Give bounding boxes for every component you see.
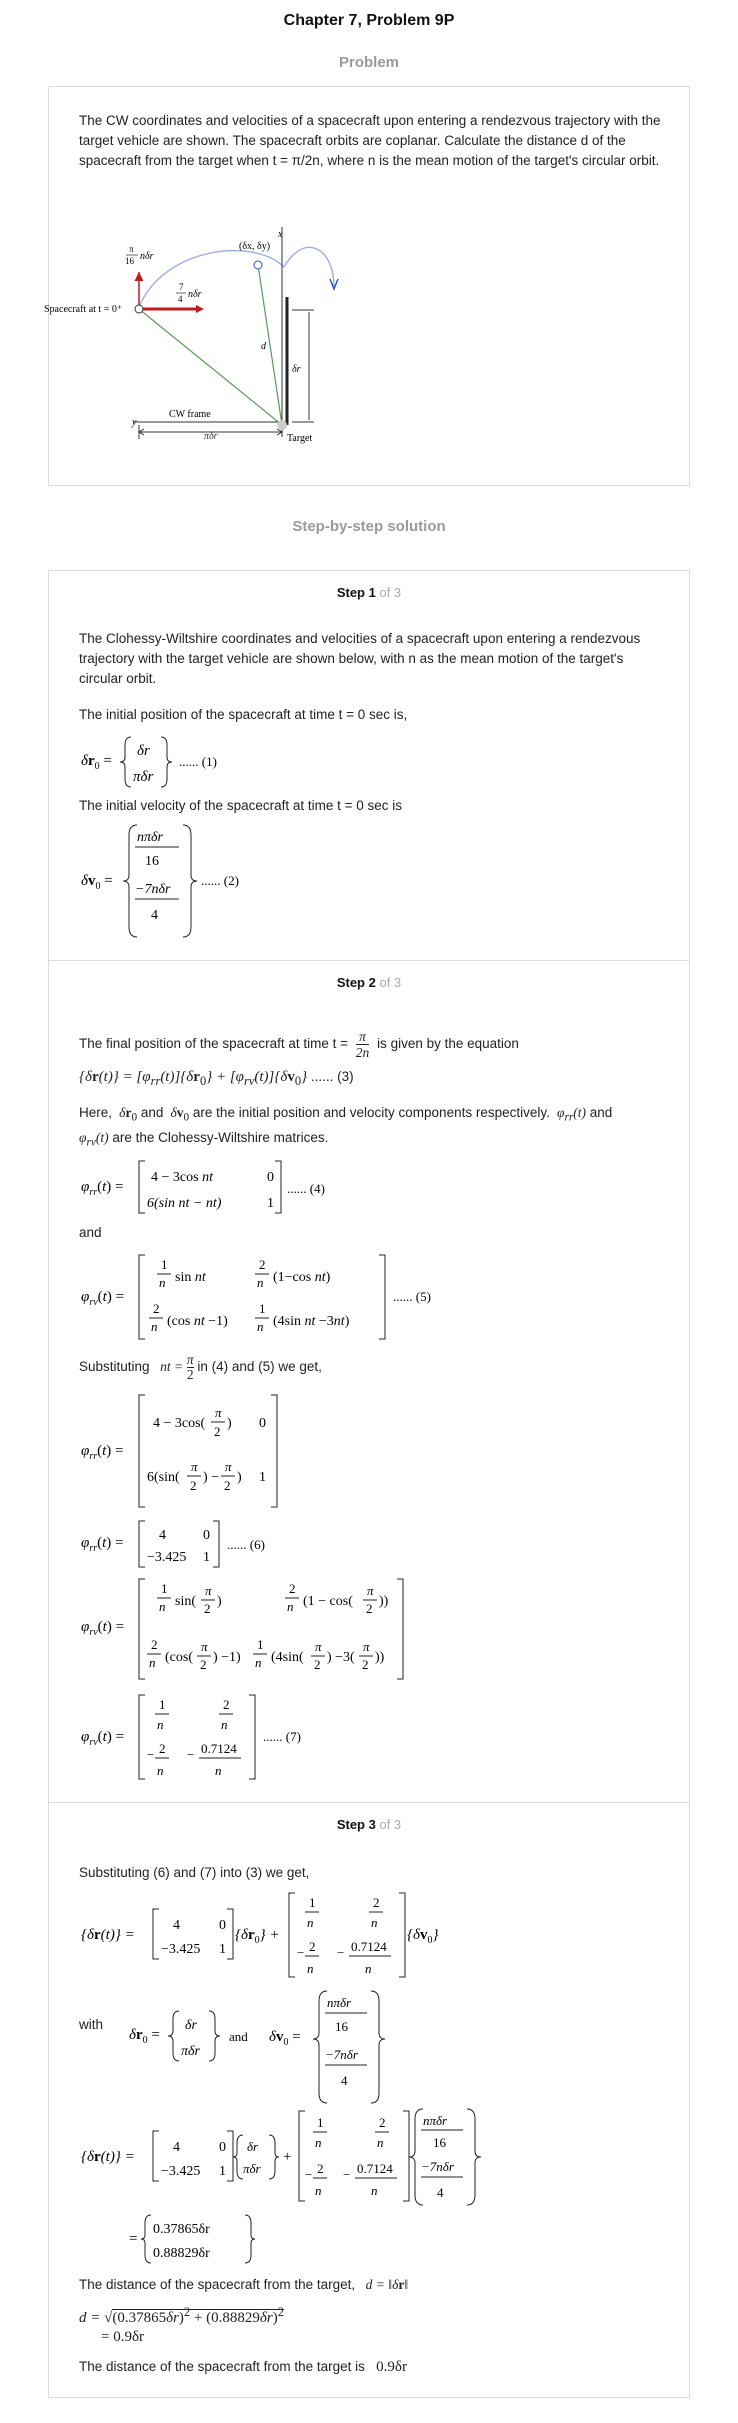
- eq6-tag: ...... (6): [227, 1537, 265, 1552]
- eq9: [79, 2107, 519, 2207]
- svg-text:2: 2: [362, 1657, 369, 1672]
- svg-text:πδr: πδr: [243, 2161, 261, 2176]
- problem-heading: Problem: [338, 54, 399, 71]
- svg-text:φrv(t) =: $\varphi_{rv}(t)$ =: [81, 1619, 125, 1638]
- svg-text:1: 1: [267, 1196, 274, 1211]
- spacecraft-label: Spacecraft at t = 0⁺: [44, 304, 123, 315]
- step-3-subs-text: Substituting (6) and (7) into (3) we get,: [79, 1865, 310, 1880]
- svg-text:n: n: [149, 1655, 156, 1670]
- svg-text:2: 2: [317, 2161, 324, 2176]
- svg-text:1: 1: [259, 1470, 266, 1485]
- eq1: [79, 731, 329, 791]
- step-2-final-text: The final position of the spacecraft at time t = $\frac{\pi}{2n}$ is given by the equation: [79, 1029, 519, 1060]
- v1-num: π: [129, 244, 134, 254]
- svg-text:nπδr: nπδr: [137, 830, 163, 845]
- svg-text:0.7124: 0.7124: [351, 1939, 387, 1954]
- step-2-substituting: Substituting nt = $\frac{\pi}{2}$ in (4) and (5) we get,: [79, 1352, 322, 1382]
- svg-text:−7nδr: −7nδr: [135, 882, 171, 897]
- svg-text:4: 4: [173, 1918, 180, 1933]
- svg-text:φrv(t) =: $\varphi_{rv}(t)$ =: [81, 1729, 125, 1748]
- svg-text:16: 16: [335, 2019, 348, 2034]
- dr-label: δr: [292, 364, 301, 375]
- svg-text:π: π: [225, 1459, 232, 1474]
- eq4: [79, 1157, 399, 1217]
- svg-text:0: 0: [267, 1170, 274, 1185]
- svg-text:π: π: [367, 1583, 374, 1598]
- svg-text:2: 2: [214, 1424, 221, 1439]
- problem-card: [44, 86, 690, 486]
- svg-text:n: n: [371, 2183, 378, 2198]
- svg-text:2: 2: [159, 1741, 166, 1756]
- eq7: [79, 1691, 399, 1783]
- svg-text:0: 0: [219, 1918, 226, 1933]
- svg-text:16: 16: [145, 854, 159, 869]
- y-axis-label: y: [132, 417, 137, 428]
- svg-text:n: n: [315, 2135, 322, 2150]
- step-3-card: [48, 1802, 690, 2398]
- dxdy-label: (δx, δy): [239, 241, 271, 252]
- svg-text:)): )): [375, 1650, 385, 1665]
- svg-text:0: 0: [219, 2140, 226, 2155]
- svg-text:): ): [217, 1594, 222, 1609]
- svg-text:1: 1: [309, 1895, 316, 1910]
- svg-text:{δr(t)} =: {δr(t)} =: [81, 2149, 135, 2165]
- svg-text:4: 4: [341, 2073, 348, 2088]
- page-title: Chapter 7, Problem 9P: [283, 12, 455, 29]
- svg-text:n: n: [215, 1763, 222, 1778]
- svg-text:1: 1: [161, 1581, 168, 1596]
- svg-text:n: n: [159, 1275, 166, 1290]
- svg-text:φrv(t) =: $\varphi_{rv}(t)$ =: [81, 1289, 125, 1308]
- svg-text:(cos nt −1): (cos nt −1): [167, 1314, 228, 1329]
- cw-frame-label: CW frame: [169, 409, 211, 420]
- svg-text:−: −: [147, 1747, 155, 1762]
- eq2-tag: ...... (2): [201, 873, 239, 888]
- svg-text:−3.425: −3.425: [161, 1942, 201, 1957]
- eq2: [79, 821, 339, 939]
- svg-text:2: 2: [223, 1697, 230, 1712]
- svg-text:): ): [227, 1416, 232, 1431]
- svg-text:π: π: [191, 1459, 198, 1474]
- solution-heading: Step-by-step solution: [292, 518, 446, 535]
- v2-tail: nδr: [188, 289, 202, 300]
- svg-text:−7nδr: −7nδr: [325, 2047, 358, 2062]
- svg-text:4: 4: [437, 2185, 444, 2200]
- svg-text:2: 2: [259, 1257, 266, 1272]
- svg-text:0: 0: [203, 1528, 210, 1543]
- eq11: $d = √(0.37865\delta r)^2 + (0.88829\delta r)^2$: [79, 2305, 284, 2326]
- eq5-tag: ...... (5): [393, 1289, 431, 1304]
- step-3-final-text: The distance of the spacecraft from the target is 0.9δr: [79, 2359, 407, 2375]
- svg-text:n: n: [151, 1319, 158, 1334]
- problem-text: The CW coordinates and velocities of a spacecraft upon entering a rendezvous trajectory with the target vehicle are shown. The spacecraft orbits are coplanar. Calculate the distance d of the spacecraft from the target when t = π/2n, where n is the mean motion of the target's circular orbit.: [79, 113, 661, 168]
- eq7-tag: ...... (7): [263, 1729, 301, 1744]
- pidr-label: πδr: [204, 431, 218, 442]
- svg-text:2: 2: [289, 1581, 296, 1596]
- svg-text:2: 2: [309, 1939, 316, 1954]
- step-3-and: and: [229, 2029, 248, 2044]
- eq1-tag: ...... (1): [179, 754, 217, 769]
- svg-text:δv0 =: $\delta v_0$ =: [269, 2029, 301, 2048]
- svg-text:1: 1: [203, 1550, 210, 1565]
- svg-text:) −1): ) −1): [213, 1650, 241, 1665]
- svg-text:{δr(t)} =: {δr(t)} =: [81, 1927, 135, 1943]
- step-2-and: and: [79, 1225, 102, 1240]
- svg-text:1: 1: [159, 1697, 166, 1712]
- target-label: Target: [287, 433, 313, 444]
- svg-text:0: 0: [259, 1416, 266, 1431]
- svg-text:n: n: [377, 2135, 384, 2150]
- svg-text:2: 2: [153, 1301, 160, 1316]
- svg-text:n: n: [287, 1599, 294, 1614]
- svg-text:δr: δr: [185, 2018, 197, 2033]
- svg-text:): ): [237, 1470, 242, 1485]
- eq5: [79, 1251, 459, 1343]
- svg-text:n: n: [221, 1717, 228, 1732]
- eq10: [127, 2211, 327, 2267]
- svg-text:(1−cos nt): (1−cos nt): [273, 1270, 331, 1285]
- svg-text:n: n: [365, 1961, 372, 1976]
- trajectory-arc: [139, 247, 334, 307]
- svg-text:+: +: [283, 2149, 292, 2165]
- svg-text:φrr(t) =: $\varphi_{rr}(t)$ =: [81, 1179, 124, 1198]
- svg-text:2: 2: [314, 1657, 321, 1672]
- problem-figure: [44, 227, 464, 457]
- svg-text:n: n: [307, 1915, 314, 1930]
- eq12: = 0.9δr: [101, 2329, 145, 2345]
- svg-text:0.37865δr: 0.37865δr: [153, 2222, 210, 2237]
- svg-text:2: 2: [373, 1895, 380, 1910]
- svg-text:π: π: [215, 1405, 222, 1420]
- svg-text:−: −: [343, 2167, 351, 2182]
- svg-text:4 − 3cos nt: 4 − 3cos nt: [151, 1170, 213, 1185]
- svg-text:1: 1: [317, 2115, 324, 2130]
- svg-text:4: 4: [159, 1528, 166, 1543]
- svg-text:1: 1: [257, 1637, 264, 1652]
- eq8: [79, 1889, 499, 1981]
- svg-text:6(sin(: 6(sin(: [147, 1470, 180, 1485]
- svg-text:δr0 =: $\delta r_0$ =: [129, 2027, 160, 2046]
- eq3-tag: ...... (3): [310, 1069, 354, 1084]
- step-2-heading: Step 2 of 3: [336, 975, 402, 990]
- eq-phi-rr-sub: [79, 1391, 379, 1511]
- svg-text:1: 1: [219, 1942, 226, 1957]
- eq6: [79, 1517, 379, 1569]
- step-1-heading: Step 1 of 3: [336, 585, 402, 600]
- svg-text:(4sin nt −3nt): (4sin nt −3nt): [273, 1314, 350, 1329]
- eq3: $\{\delta r(t)\} = [\varphi_{rr}(t)]\{\delta r_0\} + [\varphi_{rv}(t)]\{\delta v_0\}$ ...... (3): [79, 1069, 354, 1088]
- svg-text:−: −: [305, 2167, 313, 2182]
- svg-text:) −: ) −: [203, 1470, 220, 1485]
- svg-text:δr: δr: [137, 743, 150, 759]
- svg-text:2: 2: [200, 1657, 207, 1672]
- v2-den: 4: [178, 294, 183, 304]
- svg-text:2: 2: [151, 1637, 158, 1652]
- svg-text:−3.425: −3.425: [161, 2164, 201, 2179]
- svg-text:1: 1: [161, 1257, 168, 1272]
- svg-text:) −3(: ) −3(: [327, 1650, 355, 1665]
- step-1-velocity-text: The initial velocity of the spacecraft at time t = 0 sec is: [79, 798, 403, 813]
- svg-text:{δr0} +: $\{\delta r_0\}$ +: [235, 1927, 280, 1946]
- step-1-card: [48, 570, 690, 960]
- step-3-heading: Step 3 of 3: [336, 1817, 402, 1832]
- svg-text:φrr(t) =: $\varphi_{rr}(t)$ =: [81, 1535, 124, 1554]
- svg-text:δr: δr: [247, 2139, 259, 2154]
- svg-text:π: π: [363, 1639, 370, 1654]
- svg-text:n: n: [157, 1763, 164, 1778]
- svg-text:n: n: [257, 1275, 264, 1290]
- svg-text:sin(: sin(: [175, 1594, 196, 1609]
- svg-text:−: −: [187, 1747, 195, 1762]
- svg-text:2: 2: [366, 1601, 373, 1616]
- svg-text:n: n: [315, 2183, 322, 2198]
- step-2-here-text: Here, $\delta r_0$ and $\delta v_0$ are the initial position and velocity components respectively. $\varphi_{rr}(t)$ and $\varphi_{rv}(t)$ are the Clohessy-Wiltshire matrices.: [79, 1105, 613, 1149]
- eq4-tag: ...... (4): [287, 1181, 325, 1196]
- v1-tail: nδr: [140, 251, 154, 262]
- svg-text:2: 2: [190, 1478, 197, 1493]
- svg-text:0.7124: 0.7124: [201, 1741, 237, 1756]
- svg-text:π: π: [315, 1639, 322, 1654]
- step-2-card: [48, 960, 690, 1802]
- svg-text:2: 2: [204, 1601, 211, 1616]
- svg-text:16: 16: [433, 2135, 446, 2150]
- svg-text:πδr: πδr: [181, 2044, 200, 2059]
- eq-with: [127, 1989, 507, 2107]
- svg-text:n: n: [255, 1655, 262, 1670]
- svg-text:δv0 =: $\delta v_0$ =: [81, 873, 113, 892]
- svg-text:πδr: πδr: [133, 769, 154, 785]
- svg-text:2: 2: [379, 2115, 386, 2130]
- svg-text:=: =: [129, 2231, 138, 2247]
- svg-text:π: π: [201, 1639, 208, 1654]
- svg-text:n: n: [371, 1915, 378, 1930]
- x-axis-label: x: [278, 229, 283, 240]
- svg-text:n: n: [157, 1717, 164, 1732]
- svg-text:nπδr: nπδr: [327, 1995, 352, 2010]
- svg-text:(4sin(: (4sin(: [271, 1650, 304, 1665]
- svg-text:4: 4: [173, 2140, 180, 2155]
- v1-den: 16: [125, 256, 134, 266]
- step-1-position-text: The initial position of the spacecraft at time t = 0 sec is,: [79, 707, 408, 722]
- step-3-with: with: [79, 2017, 104, 2032]
- final-answer: 0.9δr: [376, 2359, 407, 2375]
- step-3-distance-text: The distance of the spacecraft from the target, d = ‖δr‖: [79, 2277, 409, 2292]
- svg-text:φrr(t) =: $\varphi_{rr}(t)$ =: [81, 1443, 124, 1462]
- svg-text:6(sin nt − nt): 6(sin nt − nt): [147, 1196, 222, 1211]
- svg-text:0.88829δr: 0.88829δr: [153, 2246, 210, 2261]
- svg-text:4 − 3cos(: 4 − 3cos(: [153, 1416, 206, 1431]
- svg-text:π: π: [205, 1583, 212, 1598]
- svg-text:4: 4: [151, 908, 158, 923]
- svg-text:δr0 =: $\delta r_0$ =: [81, 753, 112, 772]
- svg-text:1: 1: [219, 2164, 226, 2179]
- svg-text:n: n: [159, 1599, 166, 1614]
- svg-text:−: −: [297, 1945, 305, 1960]
- svg-text:sin nt: sin nt: [175, 1270, 206, 1285]
- svg-text:{δv0}: $\{\delta v_0\}$: [407, 1927, 439, 1946]
- v2-num: 7: [179, 282, 184, 292]
- svg-text:−: −: [337, 1945, 345, 1960]
- svg-text:1: 1: [259, 1301, 266, 1316]
- svg-text:−3.425: −3.425: [147, 1550, 187, 1565]
- svg-text:)): )): [379, 1594, 389, 1609]
- svg-text:0.7124: 0.7124: [357, 2161, 393, 2176]
- svg-text:nπδr: nπδr: [423, 2113, 448, 2128]
- svg-text:n: n: [257, 1319, 264, 1334]
- svg-text:−7nδr: −7nδr: [421, 2159, 454, 2174]
- svg-text:(1 − cos(: (1 − cos(: [303, 1594, 353, 1609]
- svg-text:(cos(: (cos(: [165, 1650, 193, 1665]
- d-label: d: [261, 341, 266, 352]
- eq-phi-rv-sub: [79, 1575, 499, 1683]
- svg-text:n: n: [307, 1961, 314, 1976]
- svg-text:2: 2: [224, 1478, 231, 1493]
- step-1-intro: The Clohessy-Wiltshire coordinates and velocities of a spacecraft upon entering a rendezvous trajectory with the target vehicle are shown below, with n as the mean motion of the target's circular orbit.: [79, 631, 641, 686]
